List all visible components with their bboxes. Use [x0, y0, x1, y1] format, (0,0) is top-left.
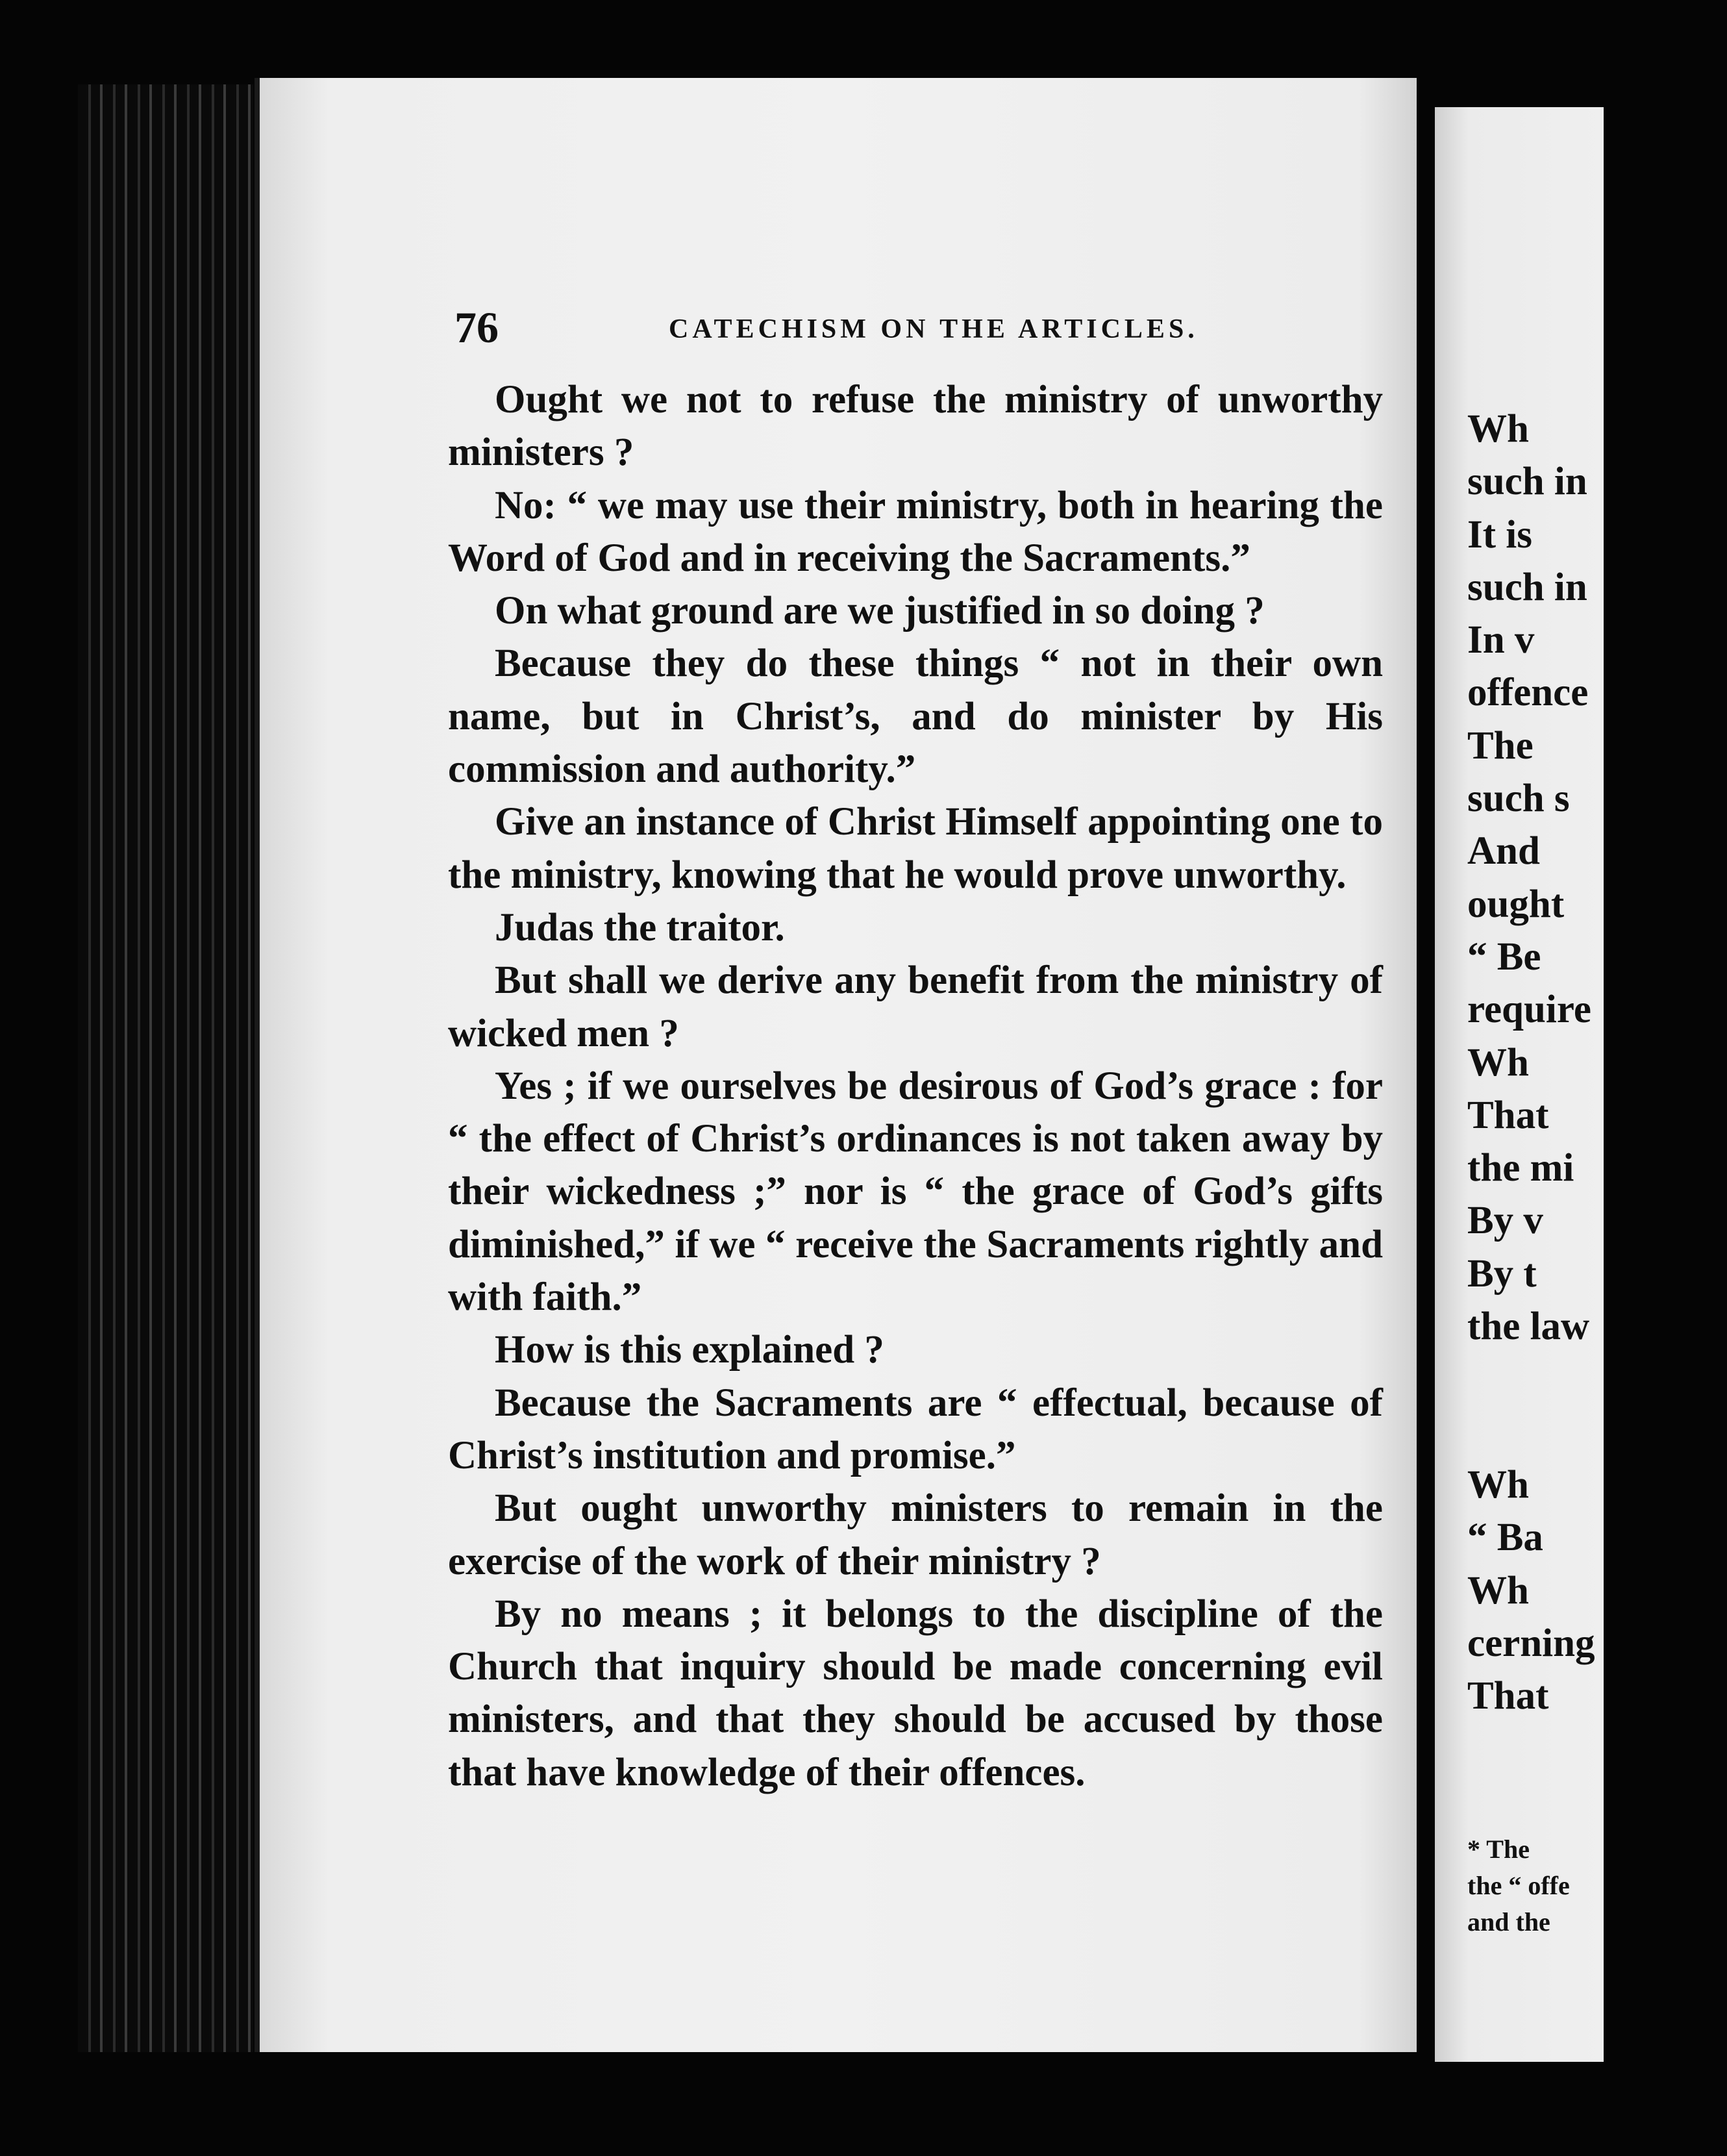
body-text: [448, 373, 1383, 1799]
right-page-line: Wh: [1467, 407, 1529, 451]
left-page: [255, 78, 1417, 2052]
right-page-line: “ Be: [1467, 934, 1541, 979]
right-page-line: such in: [1467, 460, 1587, 504]
right-page-line: Wh: [1467, 1040, 1529, 1084]
right-page-line: cerning: [1467, 1621, 1595, 1665]
answer-paragraph: No: “ we may use their ministry, both in hearing the Word of God and in receiving the Sacraments.”: [448, 483, 1383, 580]
question-paragraph: But shall we derive any benefit from the ministry of wicked men ?: [448, 959, 1383, 1055]
right-page-line: By t: [1467, 1251, 1537, 1296]
question-paragraph: But ought unworthy ministers to remain in the exercise of the work of their ministry ?: [448, 1486, 1383, 1583]
right-page-line: It is: [1467, 512, 1532, 557]
running-head-title: CATECHISM ON THE ARTICLES.: [669, 314, 1199, 344]
right-page-line: “ Ba: [1467, 1516, 1543, 1560]
right-page-line: [1467, 1406, 1727, 1459]
right-page-line: That: [1467, 1674, 1549, 1718]
question-paragraph: Ought we not to refuse the ministry of unworthy ministers ?: [448, 378, 1383, 475]
question-paragraph: Give an instance of Christ Himself appointing one to the ministry, knowing that he would prove unworthy.: [448, 800, 1383, 897]
page-number: 76: [454, 303, 499, 352]
right-page-line: require: [1467, 988, 1591, 1032]
right-page-line: such s: [1467, 777, 1570, 821]
right-page-text: [1467, 403, 1727, 1722]
right-page-footnote-line: * The: [1467, 1835, 1530, 1864]
question-paragraph: On what ground are we justified in so doing ?: [495, 589, 1265, 633]
book-spine-edge: [78, 84, 253, 2052]
right-page-line: The: [1467, 723, 1534, 768]
right-page-line: By v: [1467, 1199, 1543, 1243]
right-page-line: the mi: [1467, 1146, 1574, 1190]
right-page-footnote-line: and the: [1467, 1907, 1550, 1937]
running-head: [454, 302, 1428, 354]
right-page-line: And: [1467, 829, 1540, 873]
right-page-line: the law: [1467, 1305, 1590, 1349]
answer-paragraph: By no means ; it belongs to the discipline of the Church that inquiry should be made concerning evil ministers, and that they should be accused by those that have knowledge of their offences.: [448, 1592, 1383, 1794]
question-paragraph: How is this explained ?: [495, 1328, 884, 1372]
answer-paragraph: Because they do these things “ not in their own name, but in Christ’s, and do minister by His commission and authority.”: [448, 642, 1383, 792]
right-page-line: Wh: [1467, 1462, 1529, 1507]
answer-paragraph: Judas the traitor.: [495, 905, 785, 949]
right-page-line: That: [1467, 1093, 1549, 1137]
right-page-line: ought: [1467, 882, 1565, 926]
right-page-fragment: [1435, 107, 1604, 2062]
right-page-footnote: [1467, 1831, 1727, 1940]
right-page-line: Wh: [1467, 1568, 1529, 1612]
right-page-line: In v: [1467, 618, 1535, 662]
right-page-line: [1467, 1353, 1727, 1405]
answer-paragraph: Yes ; if we ourselves be desirous of God’s grace : for “ the effect of Christ’s ordinances is not taken away by their wickedness ;” nor is “ the grace of God’s gifts diminished,” if we “ receive the Sacraments rightly and with faith.”: [448, 1064, 1383, 1320]
right-page-line: offence: [1467, 671, 1589, 715]
answer-paragraph: Because the Sacraments are “ effectual, because of Christ’s institution and promise.”: [448, 1381, 1383, 1477]
right-page-footnote-line: the “ offe: [1467, 1871, 1570, 1900]
right-page-line: such in: [1467, 565, 1587, 609]
